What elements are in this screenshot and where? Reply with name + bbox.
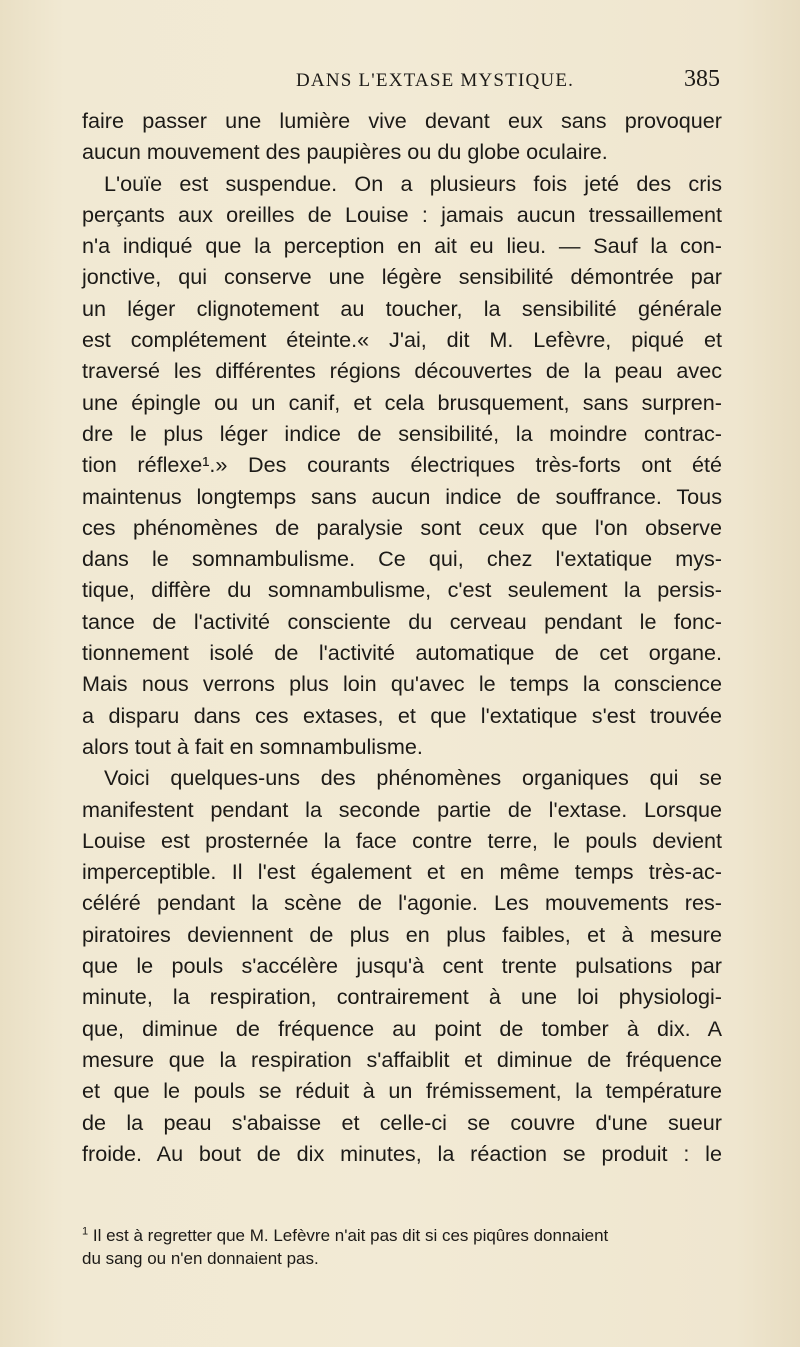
text-line: minute, la respiration, contrairement à une loi physiologi- [82, 984, 722, 1010]
text-line: Voici quelques-uns des phénomènes organiques qui se [104, 765, 722, 791]
text-line: traversé les différentes régions découvertes de la peau avec [82, 358, 722, 384]
footnote-text: Il est à regretter que M. Lefèvre n'ait pas dit si ces piqûres donnaient [92, 1226, 609, 1245]
text-line: est complétement éteinte.« J'ai, dit M. Lefèvre, piqué et [82, 327, 722, 353]
page-number: 385 [684, 66, 720, 92]
text-line: manifestent pendant la seconde partie de l'extase. Lorsque [82, 796, 722, 822]
text-line: céléré pendant la scène de l'agonie. Les mouvements res- [82, 890, 722, 916]
text-line: piratoires deviennent de plus en plus faibles, et à mesure [82, 921, 722, 947]
text-line: de la peau s'abaisse et celle-ci se couvre d'une sueur [82, 1109, 722, 1135]
text-line: jonctive, qui conserve une légère sensibilité démontrée par [82, 264, 722, 290]
footnote-mark: 1 [82, 1225, 89, 1238]
text-line: n'a indiqué que la perception en ait eu lieu. — Sauf la con- [82, 233, 722, 259]
text-line: perçants aux oreilles de Louise : jamais aucun tressaillement [82, 201, 722, 227]
text-line: aucun mouvement des paupières ou du globe oculaire. [82, 139, 608, 165]
running-title: DANS L'EXTASE MYSTIQUE. [296, 70, 575, 91]
running-head [80, 66, 720, 100]
text-line: alors tout à fait en somnambulisme. [82, 733, 423, 759]
text-line: tionnement isolé de l'activité automatique de cet organe. [82, 640, 722, 666]
text-line: Mais nous verrons plus loin qu'avec le temps la conscience [82, 671, 722, 697]
text-line: tique, diffère du somnambulisme, c'est seulement la persis- [82, 577, 722, 603]
text-line: ces phénomènes de paralysie sont ceux que l'on observe [82, 514, 722, 540]
footnote-line: du sang ou n'en donnaient pas. [82, 1248, 319, 1268]
text-line: imperceptible. Il l'est également et en même temps très-ac- [82, 859, 722, 885]
paragraph-1 [82, 105, 722, 168]
text-line: a disparu dans ces extases, et que l'extatique s'est trouvée [82, 702, 722, 728]
text-line: dre le plus léger indice de sensibilité, la moindre contrac- [82, 420, 722, 446]
text-line: que le pouls s'accélère jusqu'à cent trente pulsations par [82, 953, 722, 979]
text-line: un léger clignotement au toucher, la sensibilité générale [82, 295, 722, 321]
text-line: tance de l'activité consciente du cerveau pendant le fonc- [82, 608, 722, 634]
body-text [82, 105, 722, 1169]
text-line: mesure que la respiration s'affaiblit et diminue de fréquence [82, 1046, 722, 1072]
text-line: et que le pouls se réduit à un frémissement, la température [82, 1078, 722, 1104]
text-line: froide. Au bout de dix minutes, la réaction se produit : le [82, 1140, 722, 1166]
text-line: Louise est prosternée la face contre terre, le pouls devient [82, 827, 722, 853]
paragraph-2 [82, 168, 722, 763]
text-line: L'ouïe est suspendue. On a plusieurs fois jeté des cris [104, 170, 722, 196]
text-line: faire passer une lumière vive devant eux sans provoquer [82, 108, 722, 133]
text-line: tion réflexe¹.» Des courants électriques très-forts ont été [82, 452, 722, 478]
text-line: maintenus longtemps sans aucun indice de souffrance. Tous [82, 483, 722, 509]
footnote-line [82, 1225, 722, 1248]
paragraph-3 [82, 762, 722, 1169]
text-line: dans le somnambulisme. Ce qui, chez l'extatique mys- [82, 546, 722, 572]
text-line: une épingle ou un canif, et cela brusquement, sans surpren- [82, 389, 722, 415]
text-line: que, diminue de fréquence au point de tomber à dix. A [82, 1015, 722, 1041]
footnote [82, 1225, 722, 1270]
